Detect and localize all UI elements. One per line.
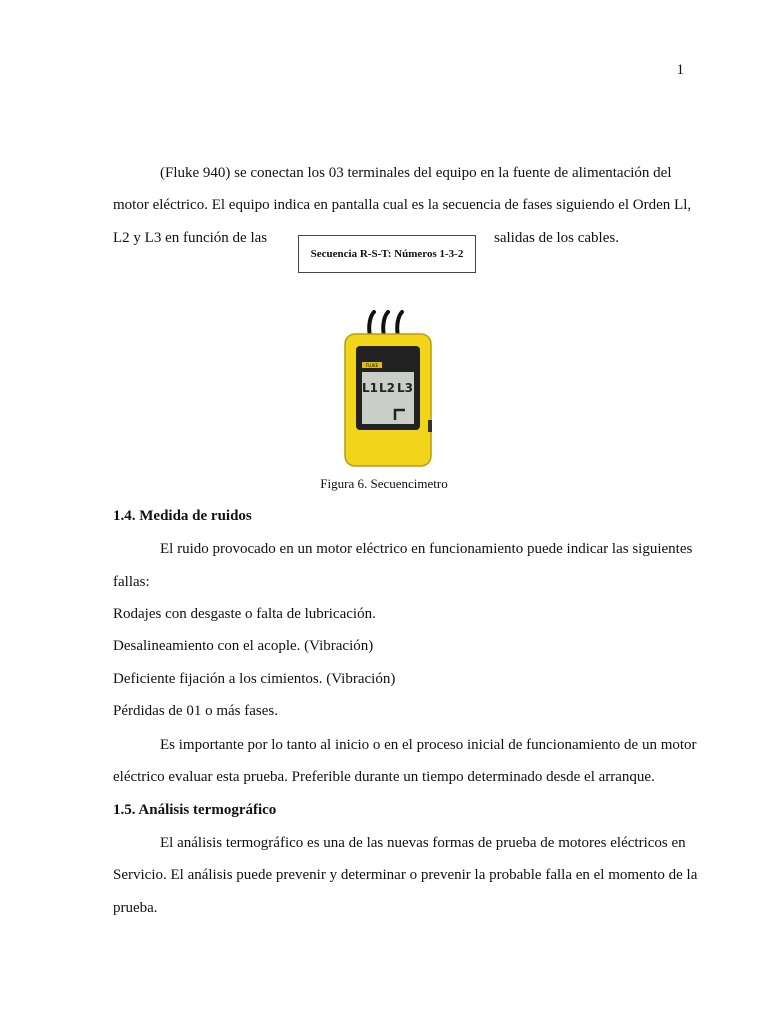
list-item: Deficiente fijación a los cimientos. (Vibración) (113, 671, 396, 687)
section-1-4-heading: 1.4. Medida de ruidos (113, 508, 252, 524)
para1-line1: (Fluke 940) se conectan los 03 terminales del equipo en la fuente de alimentación del (160, 165, 672, 181)
side-button (428, 420, 432, 432)
para1-line3-end: salidas de los cables. (494, 230, 619, 246)
section-1-4-p2-line1: Es importante por lo tanto al inicio o en el proceso inicial de funcionamiento de un motor (160, 737, 697, 753)
display-l2: L2 (379, 381, 395, 395)
section-1-5-line2: Servicio. El análisis puede prevenir y determinar o prevenir la probable falla en el momento de la (113, 867, 698, 883)
display-l3: L3 (397, 381, 413, 395)
sequence-callout (298, 235, 476, 273)
sequence-tester-figure (340, 308, 440, 468)
figure-caption: Figura 6. Secuencimetro (320, 476, 448, 491)
section-1-5-heading: 1.5. Análisis termográfico (113, 802, 277, 818)
brand-label: FLUKE (365, 363, 379, 368)
lead-wire (383, 312, 388, 336)
callout-text: Secuencia R-S-T: Números 1-3-2 (310, 248, 464, 260)
section-1-5-line3: prueba. (113, 900, 158, 916)
para1-line3-start: L2 y L3 en función de las (113, 230, 268, 246)
page-number: 1 (676, 62, 684, 78)
list-item: Rodajes con desgaste o falta de lubricación. (113, 606, 376, 622)
lead-wire (397, 312, 402, 336)
list-item: Desalineamiento con el acople. (Vibración) (113, 638, 374, 654)
section-1-4-p2-line2: eléctrico evaluar esta prueba. Preferible durante un tiempo determinado desde el arranque. (113, 769, 655, 785)
lead-wire (369, 312, 374, 336)
list-item: Pérdidas de 01 o más fases. (113, 703, 278, 719)
para1-line2: motor eléctrico. El equipo indica en pantalla cual es la secuencia de fases siguiendo el Orden Ll, (113, 197, 692, 213)
section-1-4-p1-line1: El ruido provocado en un motor eléctrico en funcionamiento puede indicar las siguientes (160, 541, 693, 557)
device-screen (362, 372, 414, 424)
section-1-5-line1: El análisis termográfico es una de las nuevas formas de prueba de motores eléctricos en (160, 835, 686, 851)
display-l1: L1 (362, 381, 378, 395)
section-1-4-p1-line2: fallas: (113, 574, 150, 590)
